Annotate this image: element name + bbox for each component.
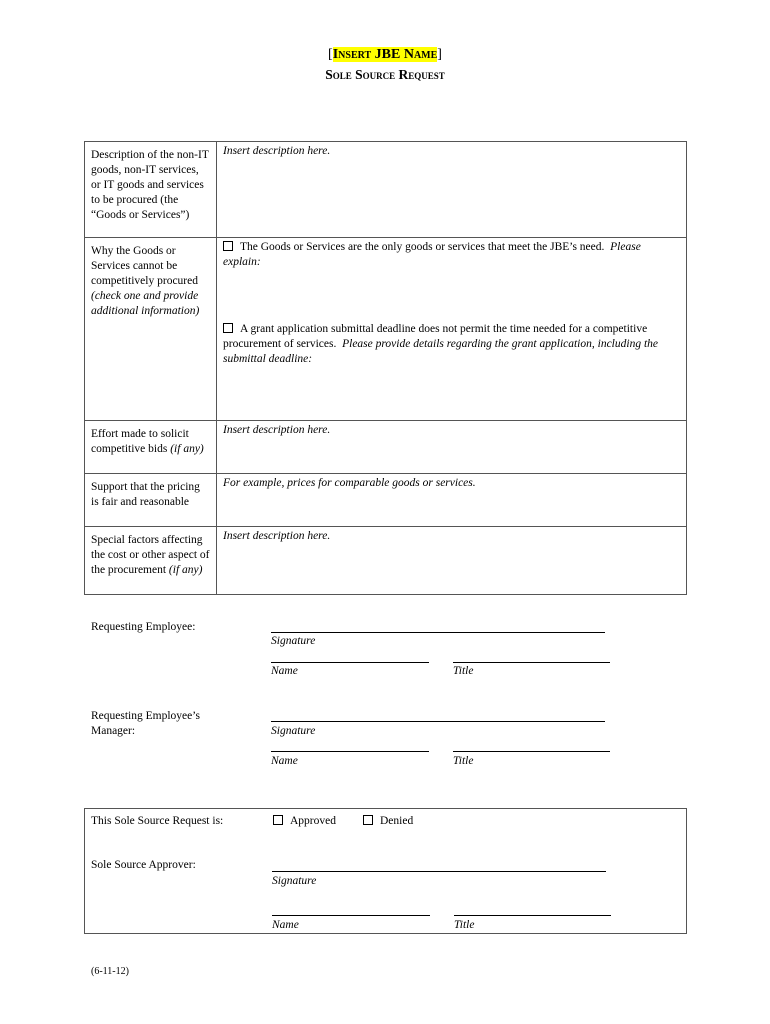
document-header <box>0 46 770 85</box>
approver-title-caption: Title <box>454 919 475 931</box>
employee-signature-line[interactable] <box>271 632 605 633</box>
manager-label: Requesting Employee’s Manager: <box>91 710 200 737</box>
option-only-source <box>223 240 680 322</box>
pricing-field[interactable]: For example, prices for comparable goods or services. <box>217 474 687 527</box>
revision-date: (6-11-12) <box>91 966 129 977</box>
approved-label: Approved <box>290 815 336 827</box>
employee-signature-block <box>91 620 631 680</box>
manager-name-line[interactable] <box>271 751 429 752</box>
manager-signature-block <box>91 709 631 769</box>
special-factors-field[interactable]: Insert description here. <box>217 527 687 595</box>
employee-name-line[interactable] <box>271 662 429 663</box>
manager-signature-caption: Signature <box>271 725 316 737</box>
manager-title-caption: Title <box>453 755 474 767</box>
table-row-pricing <box>85 474 687 527</box>
document-title: Sole Source Request <box>325 67 445 82</box>
approver-title-line[interactable] <box>454 915 611 916</box>
denied-label: Denied <box>380 815 414 827</box>
option-grant-deadline-note: Please provide details regarding the grant application, including the submittal deadline: <box>223 338 658 365</box>
employee-label: Requesting Employee: <box>91 621 196 633</box>
jbe-name-placeholder[interactable]: Insert JBE Name <box>332 47 438 62</box>
approved-option[interactable] <box>273 815 336 827</box>
approver-signature-caption: Signature <box>272 875 317 887</box>
table-row-justification <box>85 238 687 421</box>
justification-label-note: (check one and provide additional information) <box>91 290 200 317</box>
employee-title-caption: Title <box>453 665 474 677</box>
pricing-label: Support that the pricing is fair and reasonable <box>85 474 217 527</box>
approval-box <box>84 808 687 934</box>
special-factors-label-text: Special factors affecting the cost or other aspect of the procurement <box>91 534 210 576</box>
table-row-description <box>85 142 687 238</box>
effort-label <box>85 421 217 474</box>
option-only-source-note: Please explain: <box>223 241 641 268</box>
manager-name-caption: Name <box>271 755 298 767</box>
description-field[interactable]: Insert description here. <box>217 142 687 238</box>
checkbox-denied[interactable] <box>363 815 373 825</box>
request-details-table <box>84 141 687 595</box>
approver-name-caption: Name <box>272 919 299 931</box>
manager-signature-line[interactable] <box>271 721 605 722</box>
justification-options <box>217 238 687 421</box>
description-label: Description of the non-IT goods, non-IT services, or IT goods and services to be procured (the “Goods or Services”) <box>85 142 217 238</box>
approver-label: Sole Source Approver: <box>91 859 196 871</box>
denied-option[interactable] <box>363 815 413 827</box>
table-row-special-factors <box>85 527 687 595</box>
effort-label-note: (if any) <box>170 443 204 455</box>
bracket-close: ] <box>437 47 442 62</box>
manager-title-line[interactable] <box>453 751 610 752</box>
employee-signature-caption: Signature <box>271 635 316 647</box>
checkbox-approved[interactable] <box>273 815 283 825</box>
approver-name-line[interactable] <box>272 915 430 916</box>
approval-status-label: This Sole Source Request is: <box>91 815 224 827</box>
option-grant-deadline <box>223 322 680 367</box>
employee-title-line[interactable] <box>453 662 610 663</box>
option-grant-deadline-text: A grant application submittal deadline does not permit the time needed for a competitive procurement of services. <box>223 323 648 350</box>
table-row-effort <box>85 421 687 474</box>
employee-name-caption: Name <box>271 665 298 677</box>
checkbox-grant-deadline[interactable] <box>223 323 233 333</box>
approver-signature-line[interactable] <box>272 871 606 872</box>
checkbox-only-source[interactable] <box>223 241 233 251</box>
effort-field[interactable]: Insert description here. <box>217 421 687 474</box>
special-factors-label-note: (if any) <box>168 564 203 576</box>
bracket-open: [ <box>328 47 333 62</box>
effort-label-text: Effort made to solicit competitive bids <box>91 428 189 455</box>
justification-label <box>85 238 217 421</box>
option-only-source-text: The Goods or Services are the only goods or services that meet the JBE’s need. <box>240 241 605 253</box>
special-factors-label <box>85 527 217 595</box>
justification-label-text: Why the Goods or Services cannot be competitively procured <box>91 245 198 287</box>
jbe-name-line <box>0 46 770 64</box>
